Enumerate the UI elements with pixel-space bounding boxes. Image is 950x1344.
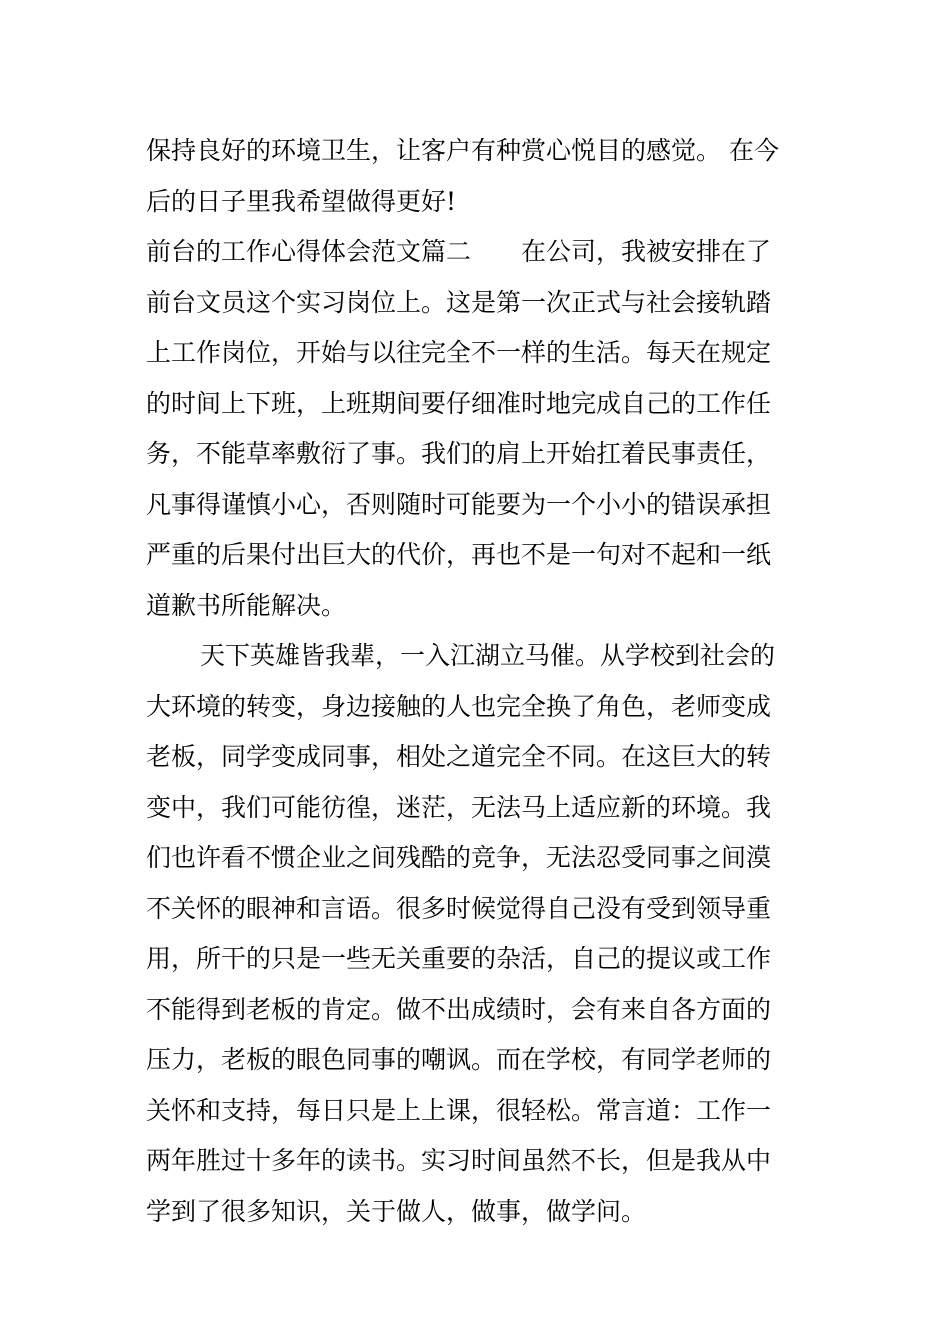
text-line: 道歉书所能解决。: [146, 590, 347, 620]
text-line: 务，不能草率敷衍了事。我们的肩上开始扛着民事责任，: [146, 439, 772, 468]
text-line: 不能得到老板的肯定。做不出成绩时，会有来自各方面的: [146, 994, 772, 1024]
text-line: 前台文员这个实习岗位上。这是第一次正式与社会接轨踏: [146, 287, 772, 317]
text-line: 大环境的转变，身边接触的人也完全换了角色，老师变成: [146, 691, 772, 721]
text-line: 变中，我们可能彷徨，迷茫，无法马上适应新的环境。我: [146, 792, 772, 822]
text-line: 压力，老板的眼色同事的嘲讽。而在学校，有同学老师的: [146, 1045, 772, 1074]
text-line: 们也许看不惯企业之间残酷的竞争，无法忍受同事之间漠: [146, 843, 772, 872]
text-line: 老板，同学变成同事，相处之道完全不同。在这巨大的转: [146, 742, 772, 771]
text-line: 严重的后果付出巨大的代价，再也不是一句对不起和一纸: [146, 540, 772, 569]
section-title-line: 前台的工作心得体会范文篇二 在公司，我被安排在了: [146, 237, 772, 266]
text-line: 用，所干的只是一些无关重要的杂活，自己的提议或工作: [146, 944, 772, 973]
text-line: 上工作岗位，开始与以往完全不一样的生活。每天在规定: [146, 338, 772, 367]
text-line: 两年胜过十多年的读书。实习时间虽然不长，但是我从中: [146, 1146, 772, 1175]
text-line: 的时间上下班，上班期间要仔细准时地完成自己的工作任: [146, 388, 772, 418]
paragraph-start-line: 天下英雄皆我辈，一入江湖立马催。从学校到社会的: [200, 641, 776, 670]
text-line: 学到了很多知识，关于做人，做事，做学问。: [146, 1196, 647, 1226]
text-line: 保持良好的环境卫生，让客户有种赏心悦目的感觉。 在今: [146, 136, 779, 165]
text-line: 关怀和支持，每日只是上上课，很轻松。常言道：工作一: [146, 1095, 772, 1125]
text-line: 后的日子里我希望做得更好!: [146, 186, 457, 216]
text-line: 不关怀的眼神和言语。很多时候觉得自己没有受到领导重: [146, 893, 772, 923]
text-line: 凡事得谨慎小心，否则随时可能要为一个小小的错误承担: [146, 489, 772, 519]
body-text: [146, 126, 816, 1237]
